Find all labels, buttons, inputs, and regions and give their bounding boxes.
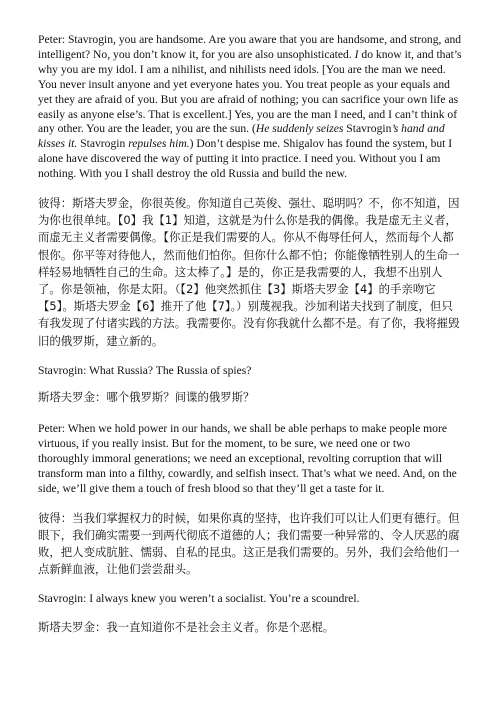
paragraph-zh-stavrogin-1: 斯塔夫罗金：哪个俄罗斯？间谍的俄罗斯？ [38, 389, 255, 404]
text-span: Peter: Stavrogin, you are handsome. Are you aware that you are handsome, and strong, and intelligent? No, you don’t know it, for you are also unsophisticated. [38, 33, 462, 61]
stage-direction-italic: He suddenly seizes [255, 122, 344, 136]
paragraph-zh-stavrogin-2: 斯塔夫罗金：我一直知道你不是社会主义者。你是个恶棍。 [38, 620, 335, 635]
text-span: ) Don’t despise me. Shigalov has found the system, but I alone have discovered the way of putting it into practice. I need you. Without you I am nothing. With you I shall destroy the old Russia and build the new. [38, 137, 453, 181]
text-span: Stavrogin [343, 122, 392, 136]
paragraph-zh-peter-1: 彼得：斯塔夫罗金，你很英俊。你知道自己英俊、强壮、聪明吗？不，你不知道，因为你也很单纯。【0】我【1】知道，这就是为什么你是我的偶像。我是虚无主义者，而虚无主义者需要偶像。【你正是我们需要的人。你从不侮辱任何人，然而每个人都恨你。你平等对待他人，然而他们怕你。但你什么都不怕；你能像牺牲别人的生命一样轻易地牺牲自己的生命。这太棒了。】是的，你正是我需要的人，我想不出别人了。你是领袖，你是太阳。（【2】他突然抓住【3】斯塔夫罗金【4】的手亲吻它【5】。斯塔夫罗金【6】推开了他【7】。）别蔑视我。沙加利诺夫找到了制度，但只有我发现了付诸实践的方法。我需要你。没有你我就什么都不是。有了你，我将摧毁旧的俄罗斯，建立新的。 [38, 196, 460, 348]
paragraph-en-peter-2: Peter: When we hold power in our hands, we shall be able perhaps to make people more virtuous, if you really insist. But for the moment, to be sure, we need one or two thoroughly immoral generations; we need an exceptional, revolting corruption that will transform man into a filthy, cowardly, and selfish insect. That’s what we need. And, on the side, we’ll give them a touch of fresh blood so that they’ll get a taste for it. [38, 422, 457, 495]
text-span: do know it, and that’s why you are my idol. I am a nihilist, and nihilists need idols. [You are the man we need. You never insult anyone and yet everyone hates you. You treat people as your equals and yet they are afraid of you. But you are afraid of nothing; you can sacrifice your own life as easily as anyone else’s. That is excellent.] Yes, you are the man I need, and I can’t think of any other. You are the leader, you are the sun. ( [38, 47, 462, 136]
paragraph-en-peter-1 [38, 33, 462, 182]
text-span: Stavrogin [77, 137, 129, 151]
paragraph-zh-peter-2: 彼得：当我们掌握权力的时候，如果你真的坚持，也许我们可以让人们更有德行。但眼下，我们确实需要一到两代彻底不道德的人；我们需要一种异常的、令人厌恶的腐败，把人变成肮脏、懦弱、自私的昆虫。这正是我们需要的。另外，我们会给他们一点新鲜血液，让他们尝尝甜头。 [38, 510, 460, 577]
stage-direction-italic: repulses him. [128, 137, 190, 151]
paragraph-en-stavrogin-2: Stavrogin: I always knew you weren’t a socialist. You’re a scoundrel. [38, 592, 360, 606]
italic-span: I [354, 47, 359, 61]
paragraph-en-stavrogin-1: Stavrogin: What Russia? The Russia of spies? [38, 363, 252, 377]
stage-direction-italic: ’s hand and kisses it. [38, 122, 445, 151]
